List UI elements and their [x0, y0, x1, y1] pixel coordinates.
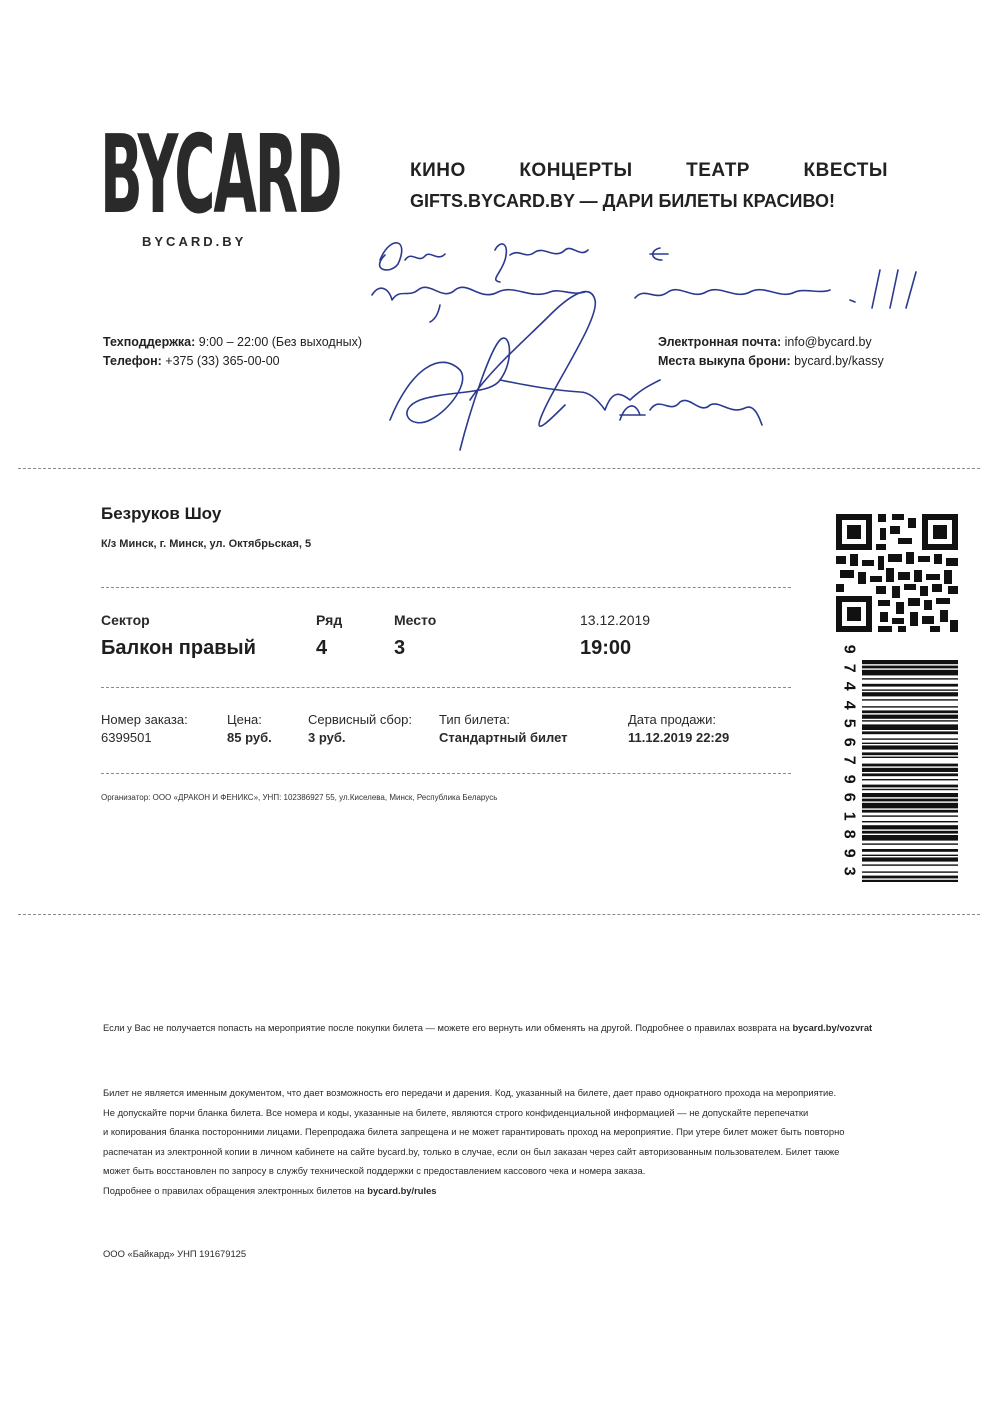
barcode-digit: 7 — [840, 663, 858, 673]
event-time: 19:00 — [580, 637, 632, 659]
barcode-digit: 6 — [840, 792, 858, 802]
barcode-digit: 1 — [840, 811, 858, 821]
category-concerts: КОНЦЕРТЫ — [519, 160, 633, 181]
sector-label: Сектор — [101, 612, 150, 628]
order-number-value: 6399501 — [101, 730, 152, 745]
price-label: Цена: — [227, 712, 262, 727]
refund-note — [103, 1022, 872, 1033]
sale-date-label: Дата продажи: — [628, 712, 716, 727]
order-number-label: Номер заказа: — [101, 712, 188, 727]
phone — [103, 354, 280, 368]
price-value: 85 руб. — [227, 730, 272, 745]
sector-value: Балкон правый — [101, 637, 256, 659]
rules-line: может быть восстановлен по запросу в службу технической поддержки с предоставлением кассового чека и номера заказа. — [103, 1165, 646, 1176]
pickup-points — [658, 354, 884, 368]
fee-label: Сервисный сбор: — [308, 712, 412, 727]
barcode-digit: 5 — [840, 718, 858, 728]
place-value: 3 — [394, 637, 406, 659]
support-label: Техподдержка: — [103, 335, 196, 349]
gifts-slogan: GIFTS.BYCARD.BY — ДАРИ БИЛЕТЫ КРАСИВО! — [410, 191, 836, 211]
rules-block — [103, 1083, 844, 1200]
pickup-value: bycard.by/kassy — [790, 354, 884, 368]
rules-line: и копирования бланка посторонними лицами. Перепродажа билета запрещена и не может гарантировать проход на мероприятие. При утере билет может быть повторно — [103, 1126, 845, 1137]
category-theatre: ТЕАТР — [686, 160, 750, 181]
barcode — [862, 660, 958, 882]
rules-more-text: Подробнее о правилах обращения электронных билетов на — [103, 1184, 368, 1196]
barcode-digit: 7 — [840, 755, 858, 765]
pickup-label: Места выкупа брони: — [658, 354, 791, 368]
refund-text: Если у Вас не получается попасть на мероприятие после покупки билета — можете его вернуть или обменять на другой. Подробнее о правилах возврата на — [103, 1022, 793, 1033]
row-value: 4 — [316, 637, 328, 659]
divider — [101, 773, 791, 774]
barcode-number — [838, 640, 858, 882]
barcode-digit: 6 — [840, 737, 858, 747]
phone-label: Телефон: — [103, 354, 162, 368]
organizer-info: Организатор: ООО «ДРАКОН И ФЕНИКС», УНП: 102386927 55, ул.Киселева, Минск, Республика Беларусь — [101, 793, 498, 802]
event-venue: К/з Минск, г. Минск, ул. Октябрьская, 5 — [101, 538, 312, 550]
qr-code — [836, 514, 958, 632]
divider — [101, 587, 791, 588]
barcode-digit: 4 — [840, 700, 858, 710]
email-value: info@bycard.by — [781, 335, 872, 349]
rules-line: Не допускайте порчи бланка билета. Все номера и коды, указанные на билете, являются строго конфиденциальной информацией — не допускайте перепечатки — [103, 1106, 809, 1118]
ticket-type-value: Стандартный билет — [439, 730, 568, 745]
event-title: Безруков Шоу — [101, 504, 222, 523]
rules-more — [103, 1181, 844, 1201]
category-list — [410, 160, 888, 182]
refund-link[interactable]: bycard.by/vozvrat — [792, 1022, 873, 1033]
category-cinema: КИНО — [410, 160, 466, 181]
tear-line-top — [18, 468, 980, 469]
company-footer: ООО «Байкард» УНП 191679125 — [103, 1248, 247, 1259]
support-hours — [103, 335, 362, 349]
barcode-digit: 4 — [840, 681, 858, 691]
barcode-digit: 9 — [840, 644, 858, 654]
ticket-type-label: Тип билета: — [439, 712, 511, 727]
rules-line: Билет не является именным документом, что дает возможность его передачи и дарения. Код, указанный на билете, дает право однократного прохода на мероприятие. — [103, 1087, 837, 1098]
rules-link[interactable]: bycard.by/rules — [367, 1184, 437, 1196]
barcode-digit: 8 — [840, 829, 858, 839]
email-label: Электронная почта: — [658, 335, 782, 349]
category-quests: КВЕСТЫ — [803, 160, 888, 181]
place-label: Место — [394, 612, 437, 628]
bycard-logo: BYCARD — [100, 113, 341, 238]
event-date: 13.12.2019 — [580, 612, 651, 628]
support-value: 9:00 – 22:00 (Без выходных) — [195, 335, 363, 349]
phone-value: +375 (33) 365-00-00 — [161, 354, 280, 368]
barcode-digit: 9 — [840, 848, 858, 858]
email — [658, 335, 872, 349]
rules-line: распечатан из электронной копии в личном кабинете на сайте bycard.by, только в случае, если он был заказан через сайт авторизованным пользователем. Билет также — [103, 1145, 840, 1157]
fee-value: 3 руб. — [308, 730, 346, 745]
divider — [101, 687, 791, 688]
tear-line-bottom — [18, 914, 980, 915]
bycard-logo-subtitle: BYCARD.BY — [142, 234, 247, 249]
barcode-digit: 9 — [840, 774, 858, 784]
row-label: Ряд — [316, 612, 343, 628]
sale-date-value: 11.12.2019 22:29 — [628, 730, 730, 745]
barcode-digit: 3 — [840, 866, 858, 876]
